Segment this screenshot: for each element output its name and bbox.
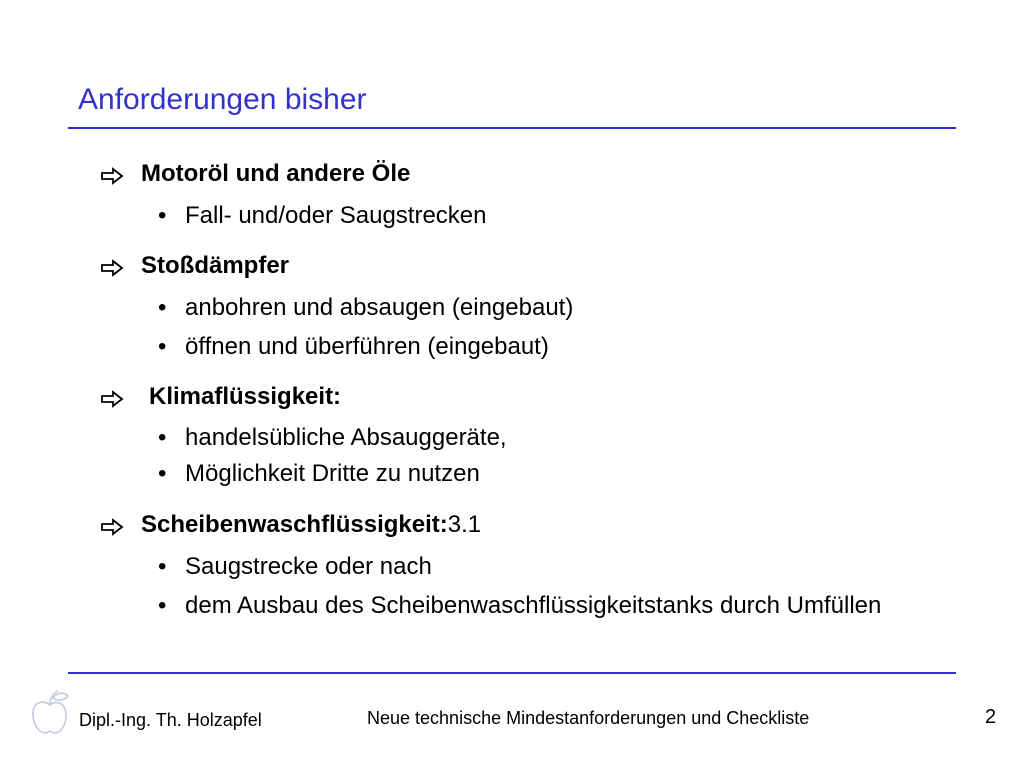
section-heading-klimafluessigkeit: Klimaflüssigkeit: — [149, 383, 342, 410]
slide-title: Anforderungen bisher — [78, 83, 367, 116]
bullet: • — [158, 202, 167, 229]
footer-subject: Neue technische Mindestanforderungen und Checkliste — [367, 708, 810, 728]
bullet: • — [158, 592, 167, 619]
section-heading-motoroel: Motoröl und andere Öle — [141, 160, 411, 187]
bullet: • — [158, 294, 167, 321]
list-item: • öffnen und überführen (eingebaut) — [158, 333, 549, 360]
footer-author: Dipl.-Ing. Th. Holzapfel — [79, 710, 262, 730]
apple-logo-icon — [28, 688, 72, 736]
list-item: • handelsübliche Absauggeräte, — [158, 424, 507, 451]
arrow-right-icon — [100, 517, 124, 537]
bullet: • — [158, 333, 167, 360]
section-heading-scheibenwaschfluessigkeit: Scheibenwaschflüssigkeit:3.1 — [141, 511, 482, 538]
list-item: • Saugstrecke oder nach — [158, 553, 432, 580]
page-number: 2 — [985, 706, 997, 728]
arrow-right-icon — [100, 166, 124, 186]
list-item: • Möglichkeit Dritte zu nutzen — [158, 460, 480, 487]
list-item: • Fall- und/oder Saugstrecken — [158, 202, 487, 229]
bullet: • — [158, 553, 167, 580]
list-item: • dem Ausbau des Scheibenwaschflüssigkeitstanks durch Umfüllen — [158, 592, 882, 619]
bullet: • — [158, 424, 167, 451]
list-item: • anbohren und absaugen (eingebaut) — [158, 294, 574, 321]
section-number: 3.1 — [447, 511, 482, 538]
bullet: • — [158, 460, 167, 487]
arrow-right-icon — [100, 389, 124, 409]
arrow-right-icon — [100, 258, 124, 278]
footer-divider — [68, 672, 956, 674]
section-heading-stossdaempfer: Stoßdämpfer — [141, 252, 290, 279]
title-divider — [68, 127, 956, 129]
